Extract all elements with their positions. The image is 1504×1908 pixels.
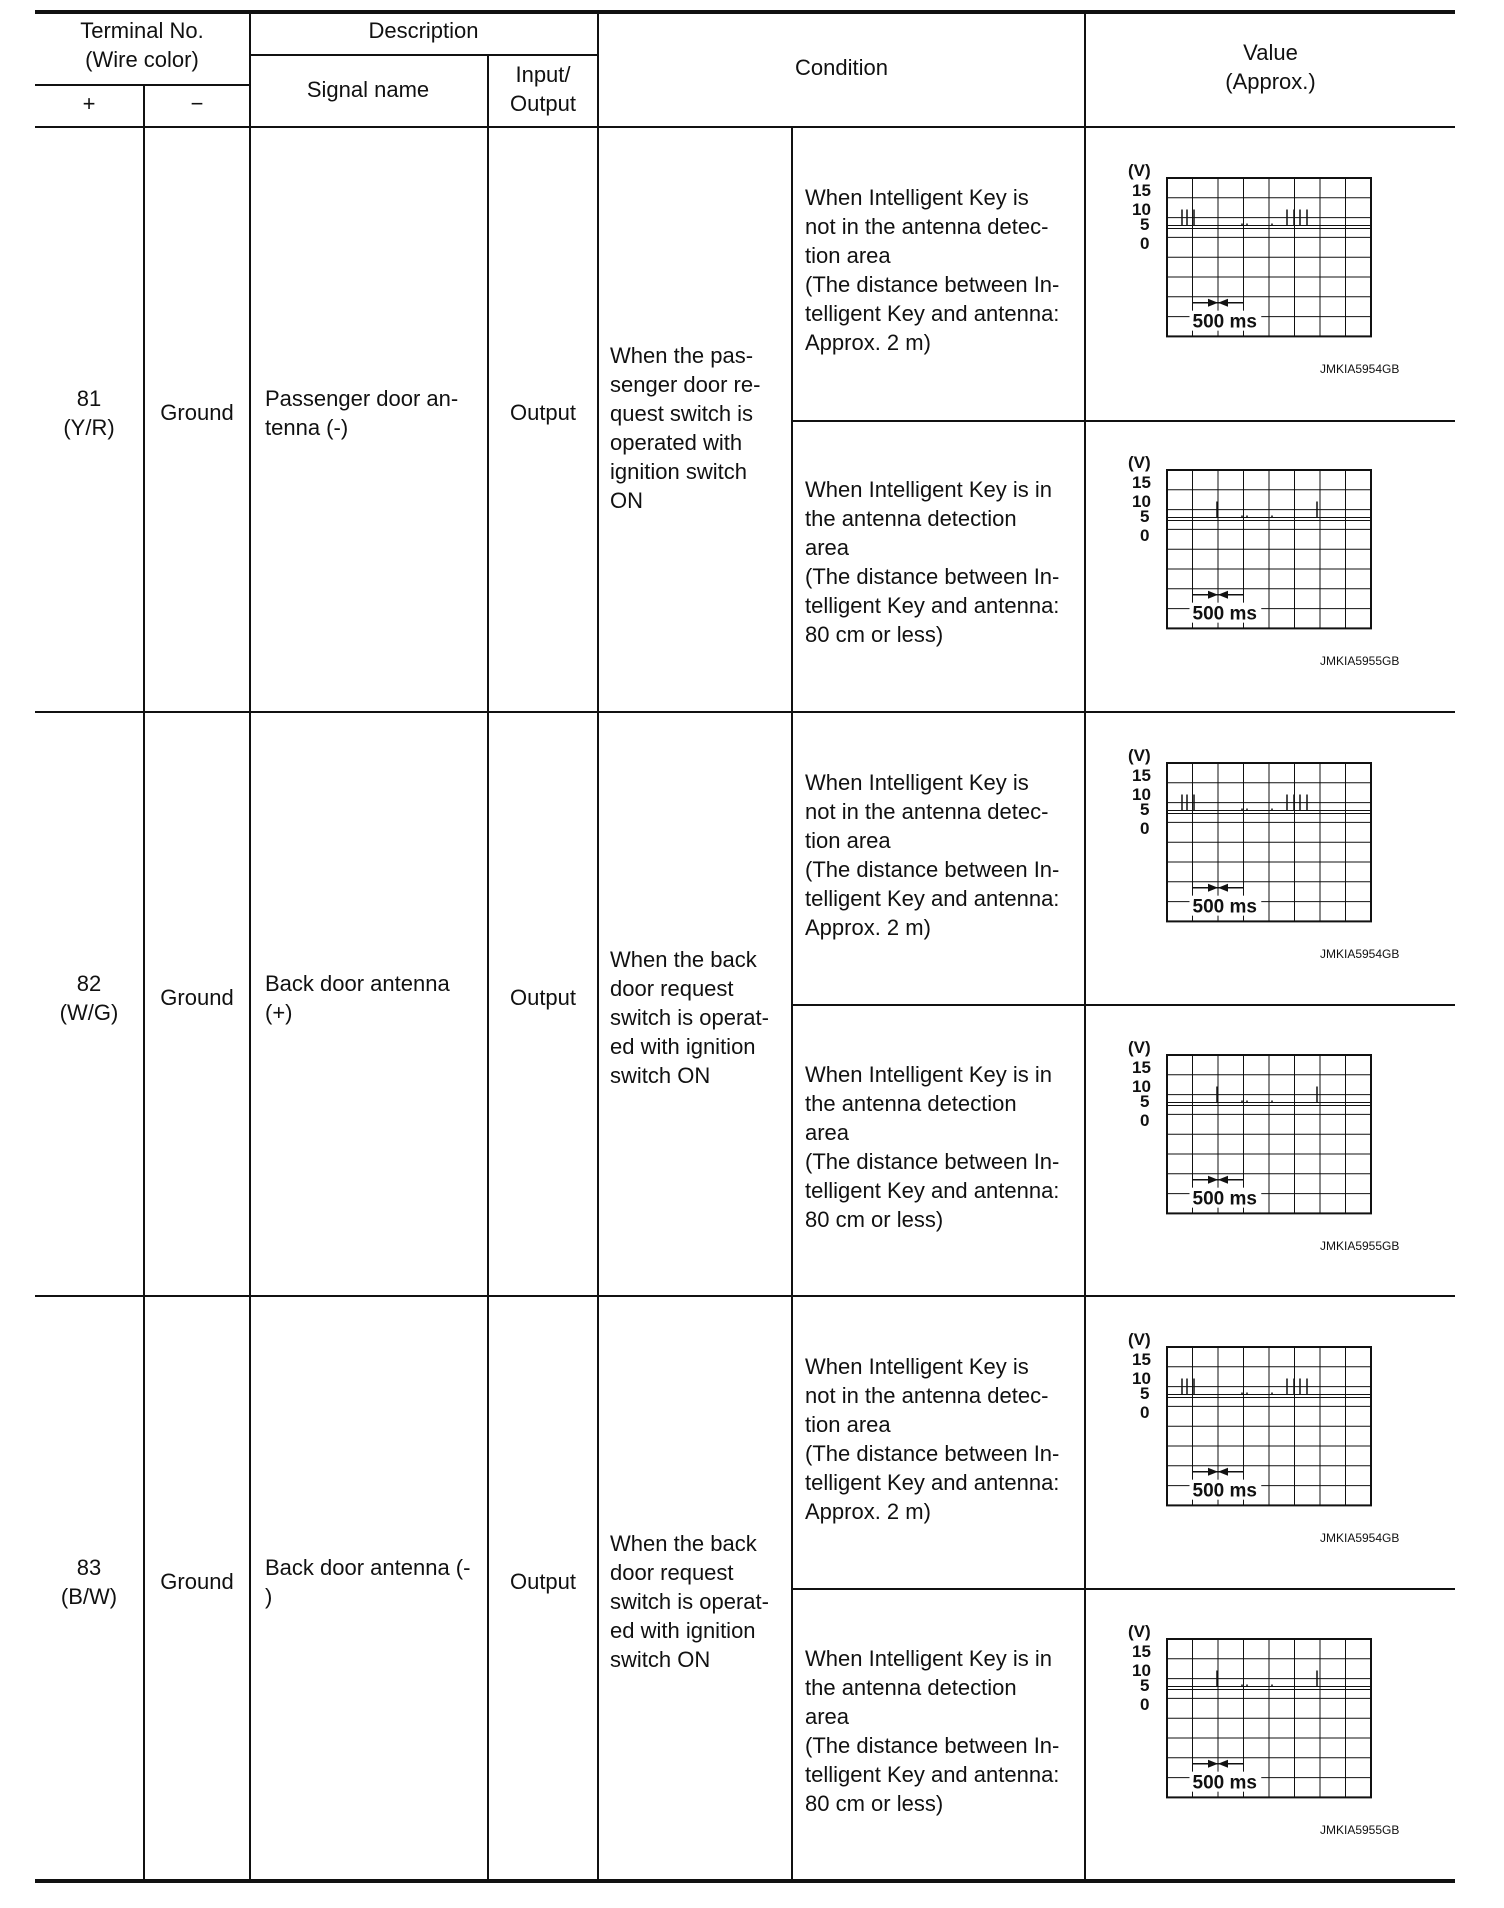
header-io-line1: Input/ (515, 62, 571, 87)
graph-unit-label: (V) (1128, 456, 1151, 472)
graph-tick-10: 10 (1132, 1661, 1151, 1680)
table-bottom-border (35, 1879, 1455, 1883)
terminal-number: 82 (76, 971, 102, 996)
sub-condition-line: area (805, 1704, 850, 1729)
main-condition-line: switch is operat- (610, 1589, 769, 1614)
sub-condition-line: Approx. 2 m) (805, 1499, 931, 1524)
main-condition-line: ed with ignition (610, 1034, 756, 1059)
header-bottom-border (35, 126, 1455, 128)
sub-condition-line: When Intelligent Key is in (805, 1062, 1053, 1087)
graph-tick-15: 15 (1132, 1350, 1151, 1369)
signal-name-line: Back door antenna (265, 971, 450, 996)
signal-name-line: (+) (265, 1000, 293, 1025)
graph-unit-label: (V) (1128, 164, 1151, 180)
graph-unit-label: (V) (1128, 1333, 1151, 1349)
waveform-graph (1122, 1333, 1382, 1508)
graph-tick-0: 0 (1140, 526, 1150, 545)
graph-unit-label: (V) (1128, 1625, 1151, 1641)
graph-tick-15: 15 (1132, 473, 1151, 492)
col-divider-condition-sub (791, 126, 793, 1881)
header-rule-terminal (35, 84, 249, 86)
graph-id: JMKIA5954GB (1320, 362, 1400, 376)
waveform-graph (1122, 749, 1382, 924)
table-top-border (35, 10, 1455, 14)
graph-tick-5: 5 (1140, 1092, 1150, 1111)
waveform-graph (1122, 1625, 1382, 1800)
sub-condition-line: 80 cm or less) (805, 1791, 944, 1816)
sub-condition-line: telligent Key and antenna: (805, 301, 1060, 326)
col-divider-signal-io (487, 54, 489, 1881)
sub-condition-line: tion area (805, 828, 891, 853)
terminal-number: 81 (76, 386, 102, 411)
wire-color: (W/G) (59, 1000, 119, 1025)
time-scale-label: 500 ms (1192, 1480, 1257, 1502)
sub-row-divider-1 (793, 420, 1455, 422)
sub-condition-line: (The distance between In- (805, 1149, 1060, 1174)
graph-tick-0: 0 (1140, 1111, 1150, 1130)
time-marker-arrow-left (1218, 591, 1228, 599)
graph-tick-0: 0 (1140, 1695, 1150, 1714)
header-plus: + (82, 91, 96, 116)
sub-condition-line: the antenna detection (805, 1091, 1017, 1116)
time-scale-label: 500 ms (1192, 603, 1257, 625)
sub-condition-line: (The distance between In- (805, 564, 1060, 589)
row-divider-2 (35, 1295, 1455, 1297)
sub-condition-line: not in the antenna detec- (805, 1383, 1049, 1408)
sub-condition-line: not in the antenna detec- (805, 214, 1049, 239)
signal-name-line: Passenger door an- (265, 386, 459, 411)
graph-tick-5: 5 (1140, 800, 1150, 819)
graph-tick-15: 15 (1132, 1058, 1151, 1077)
sub-row-divider-2 (793, 1004, 1455, 1006)
sub-condition-line: 80 cm or less) (805, 622, 944, 647)
waveform-graph (1122, 456, 1382, 631)
main-condition-line: ON (610, 488, 643, 513)
graph-tick-0: 0 (1140, 1403, 1150, 1422)
sub-condition-line: tion area (805, 1412, 891, 1437)
main-condition-line: When the pas- (610, 343, 754, 368)
graph-unit-label: (V) (1128, 749, 1151, 765)
main-condition-line: door request (610, 976, 734, 1001)
time-marker-arrow-right (1208, 1176, 1218, 1184)
sub-condition-line: telligent Key and antenna: (805, 1762, 1060, 1787)
graph-tick-10: 10 (1132, 785, 1151, 804)
sub-condition-line: the antenna detection (805, 506, 1017, 531)
main-condition-line: switch is operat- (610, 1005, 769, 1030)
graph-id: JMKIA5955GB (1320, 654, 1400, 668)
sub-condition-line: 80 cm or less) (805, 1207, 944, 1232)
signal-name-line: tenna (-) (265, 415, 349, 440)
time-scale-label: 500 ms (1192, 896, 1257, 918)
time-scale-label: 500 ms (1192, 1188, 1257, 1210)
main-condition-line: switch ON (610, 1647, 711, 1672)
sub-condition-line: telligent Key and antenna: (805, 1470, 1060, 1495)
header-description: Description (368, 18, 479, 43)
sub-condition-line: Approx. 2 m) (805, 330, 931, 355)
waveform-graph (1122, 164, 1382, 339)
sub-condition-line: (The distance between In- (805, 857, 1060, 882)
time-marker-arrow-right (1208, 884, 1218, 892)
time-marker-arrow-right (1208, 299, 1218, 307)
main-condition-line: quest switch is (610, 401, 754, 426)
graph-tick-5: 5 (1140, 215, 1150, 234)
time-marker-arrow-left (1218, 884, 1228, 892)
time-marker-arrow-left (1218, 1468, 1228, 1476)
sub-condition-line: not in the antenna detec- (805, 799, 1049, 824)
sub-condition-line: the antenna detection (805, 1675, 1017, 1700)
graph-tick-10: 10 (1132, 1077, 1151, 1096)
graph-tick-5: 5 (1140, 1676, 1150, 1695)
time-marker-arrow-left (1218, 1176, 1228, 1184)
header-value-line1: Value (1243, 40, 1298, 65)
graph-tick-15: 15 (1132, 1642, 1151, 1661)
sub-condition-line: (The distance between In- (805, 1733, 1060, 1758)
io-type: Output (509, 985, 577, 1010)
col-divider-description-condition (597, 10, 599, 1881)
graph-id: JMKIA5954GB (1320, 947, 1400, 961)
header-minus: − (190, 91, 204, 116)
main-condition-line: ignition switch (610, 459, 747, 484)
sub-condition-line: telligent Key and antenna: (805, 1178, 1060, 1203)
sub-condition-line: When Intelligent Key is (805, 185, 1029, 210)
sub-condition-line: telligent Key and antenna: (805, 593, 1060, 618)
header-terminal-no: Terminal No. (80, 18, 204, 43)
header-io-line2: Output (509, 91, 577, 116)
graph-tick-10: 10 (1132, 492, 1151, 511)
terminal-number: 83 (76, 1555, 102, 1580)
signal-name-line: ) (265, 1584, 273, 1609)
waveform-graph (1122, 1041, 1382, 1216)
header-rule-description (249, 54, 598, 56)
graph-tick-15: 15 (1132, 181, 1151, 200)
sub-row-divider-3 (793, 1588, 1455, 1590)
header-signal-name: Signal name (306, 77, 430, 102)
sub-condition-line: When Intelligent Key is (805, 1354, 1029, 1379)
main-condition-line: ed with ignition (610, 1618, 756, 1643)
time-marker-arrow-right (1208, 591, 1218, 599)
header-wire-color: (Wire color) (85, 47, 199, 72)
sub-condition-line: Approx. 2 m) (805, 915, 931, 940)
graph-tick-0: 0 (1140, 234, 1150, 253)
sub-condition-line: area (805, 535, 850, 560)
io-type: Output (509, 1569, 577, 1594)
row-divider-1 (35, 711, 1455, 713)
time-marker-arrow-right (1208, 1760, 1218, 1768)
wire-color: (Y/R) (63, 415, 115, 440)
sub-condition-line: (The distance between In- (805, 1441, 1060, 1466)
graph-tick-10: 10 (1132, 1369, 1151, 1388)
sub-condition-line: tion area (805, 243, 891, 268)
minus-terminal: Ground (160, 400, 234, 425)
main-condition-line: operated with (610, 430, 743, 455)
time-scale-label: 500 ms (1192, 311, 1257, 333)
col-divider-terminal-description (249, 10, 251, 1881)
io-type: Output (509, 400, 577, 425)
time-scale-label: 500 ms (1192, 1772, 1257, 1794)
graph-id: JMKIA5955GB (1320, 1239, 1400, 1253)
sub-condition-line: area (805, 1120, 850, 1145)
graph-unit-label: (V) (1128, 1041, 1151, 1057)
col-divider-condition-value (1084, 10, 1086, 1881)
time-marker-arrow-left (1218, 299, 1228, 307)
sub-condition-line: (The distance between In- (805, 272, 1060, 297)
graph-tick-15: 15 (1132, 766, 1151, 785)
graph-tick-5: 5 (1140, 507, 1150, 526)
header-value-line2: (Approx.) (1225, 69, 1316, 94)
sub-condition-line: telligent Key and antenna: (805, 886, 1060, 911)
sub-condition-line: When Intelligent Key is in (805, 1646, 1053, 1671)
main-condition-line: When the back (610, 1531, 757, 1556)
sub-condition-line: When Intelligent Key is in (805, 477, 1053, 502)
signal-name-line: Back door antenna (- (265, 1555, 471, 1580)
main-condition-line: switch ON (610, 1063, 711, 1088)
minus-terminal: Ground (160, 1569, 234, 1594)
graph-id: JMKIA5955GB (1320, 1823, 1400, 1837)
graph-tick-10: 10 (1132, 200, 1151, 219)
time-marker-arrow-right (1208, 1468, 1218, 1476)
graph-tick-5: 5 (1140, 1384, 1150, 1403)
wire-color: (B/W) (60, 1584, 118, 1609)
graph-id: JMKIA5954GB (1320, 1531, 1400, 1545)
sub-condition-line: When Intelligent Key is (805, 770, 1029, 795)
minus-terminal: Ground (160, 985, 234, 1010)
main-condition-line: senger door re- (610, 372, 761, 397)
time-marker-arrow-left (1218, 1760, 1228, 1768)
graph-tick-0: 0 (1140, 819, 1150, 838)
main-condition-line: door request (610, 1560, 734, 1585)
header-condition: Condition (795, 55, 888, 80)
main-condition-line: When the back (610, 947, 757, 972)
